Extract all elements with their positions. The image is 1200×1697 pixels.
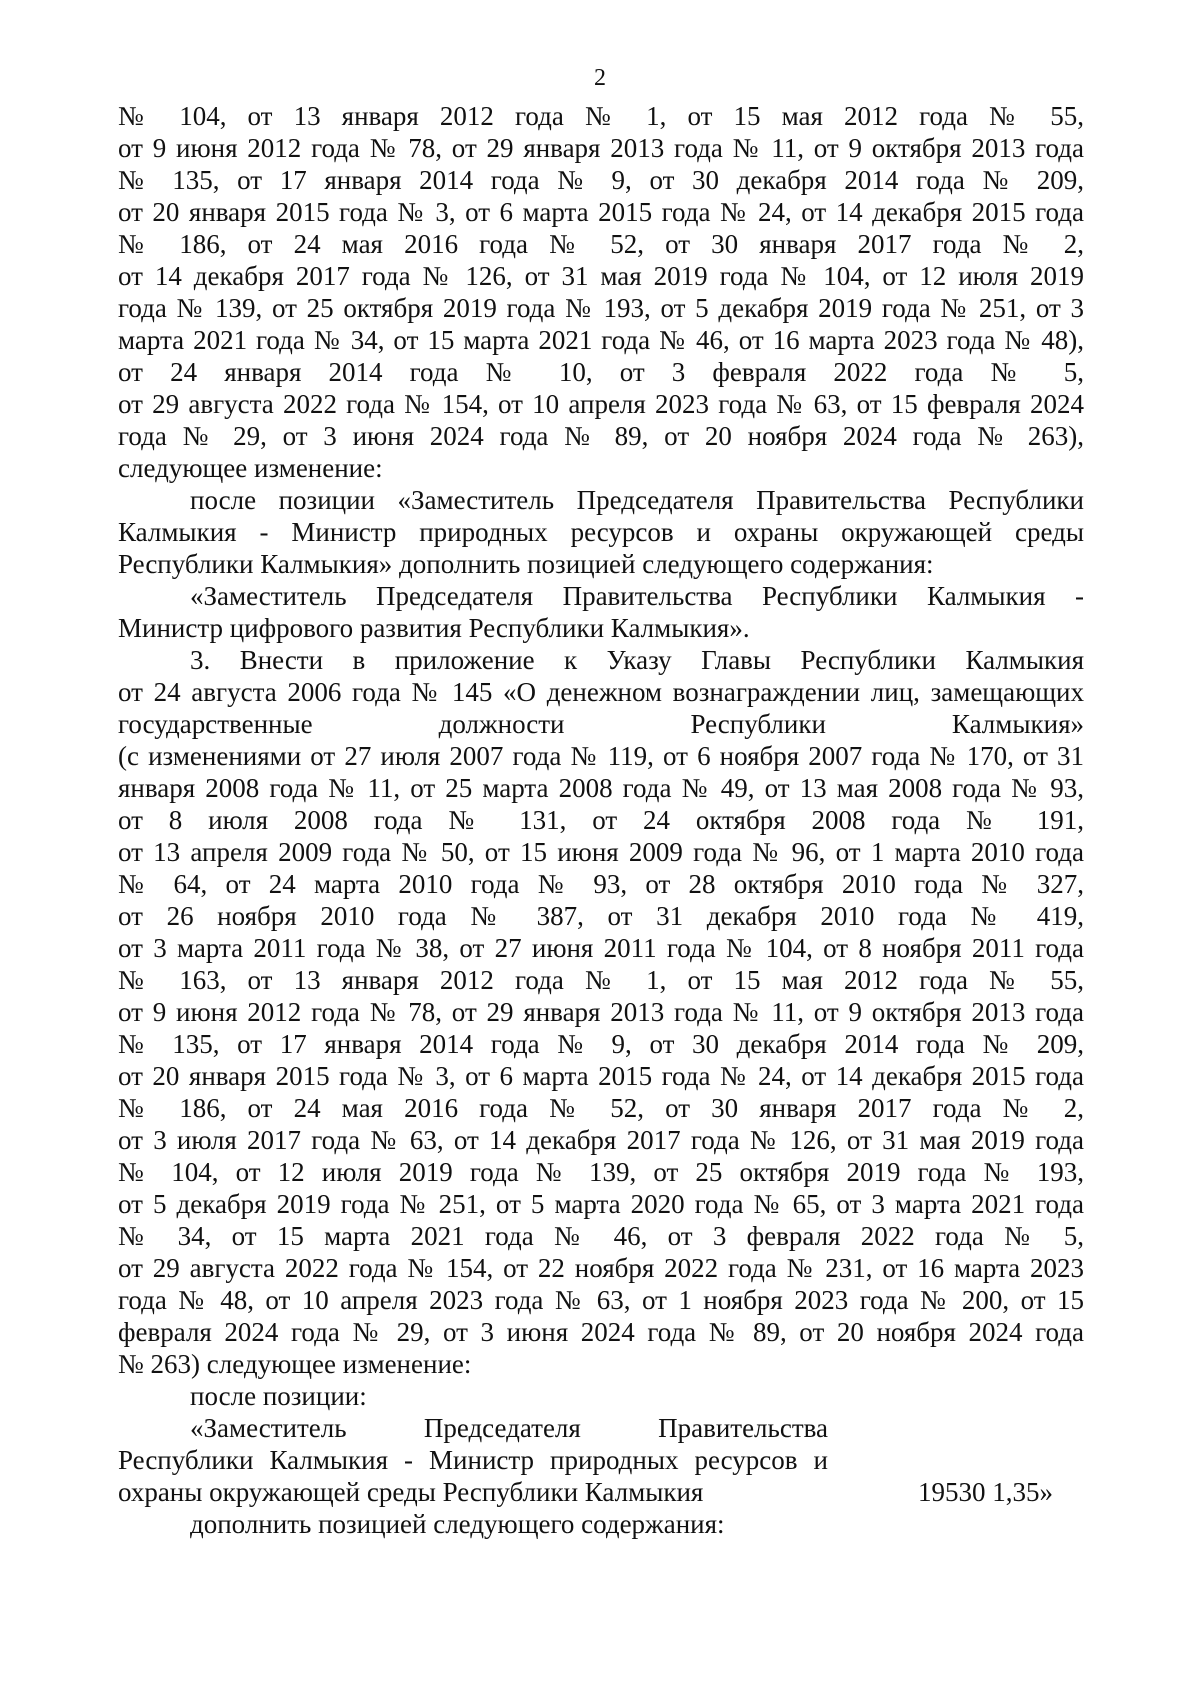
text-line: № 64, от 24 марта 2010 года № 93, от 28 октября 2010 года № 327,	[118, 869, 1084, 899]
paragraph-after-position	[118, 484, 1084, 580]
position-value-cell: 19530 1,35»	[918, 1477, 1053, 1507]
text-line: от 13 апреля 2009 года № 50, от 15 июня 2009 года № 96, от 1 марта 2010 года	[118, 837, 1084, 867]
text-line: № 104, от 12 июля 2019 года № 139, от 25 октября 2019 года № 193,	[118, 1157, 1084, 1187]
text-line: февраля 2024 года № 29, от 3 июня 2024 года № 89, от 20 ноября 2024 года	[118, 1317, 1084, 1347]
text-line: № 104, от 13 января 2012 года № 1, от 15 мая 2012 года № 55,	[118, 101, 1084, 131]
text-line: Министр цифрового развития Республики Калмыкия».	[118, 613, 750, 643]
text-line: № 186, от 24 мая 2016 года № 52, от 30 января 2017 года № 2,	[118, 1093, 1084, 1123]
text-line: от 24 августа 2006 года № 145 «О денежном вознаграждении лиц, замещающих	[118, 677, 1084, 707]
text-line: Калмыкия - Министр природных ресурсов и охраны окружающей среды	[118, 517, 1084, 547]
text-line: от 8 июля 2008 года № 131, от 24 октября 2008 года № 191,	[118, 805, 1084, 835]
text-line: от 29 августа 2022 года № 154, от 22 ноября 2022 года № 231, от 16 марта 2023	[118, 1253, 1084, 1283]
text-line: № 163, от 13 января 2012 года № 1, от 15 мая 2012 года № 55,	[118, 965, 1084, 995]
paragraph-after-position-label	[118, 1380, 1084, 1412]
text-line: (с изменениями от 27 июля 2007 года № 119, от 6 ноября 2007 года № 170, от 31	[118, 741, 1084, 771]
text-line: № 186, от 24 мая 2016 года № 52, от 30 января 2017 года № 2,	[118, 229, 1084, 259]
paragraph-item-3	[118, 644, 1084, 1380]
text-line: от 26 ноября 2010 года № 387, от 31 декабря 2010 года № 419,	[118, 901, 1084, 931]
text-line: Республики Калмыкия - Министр природных ресурсов и	[118, 1445, 828, 1475]
page-number: 2	[594, 65, 606, 91]
text-line: охраны окружающей среды Республики Калмыкия	[118, 1477, 704, 1507]
text-line: «Заместитель Председателя Правительства Республики Калмыкия -	[190, 581, 1084, 611]
text-line: от 5 декабря 2019 года № 251, от 5 марта 2020 года № 65, от 3 марта 2021 года	[118, 1189, 1084, 1219]
text-line: от 29 августа 2022 года № 154, от 10 апреля 2023 года № 63, от 15 февраля 2024	[118, 389, 1084, 419]
text-line: от 3 июля 2017 года № 63, от 14 декабря 2017 года № 126, от 31 мая 2019 года	[118, 1125, 1084, 1155]
text-line: № 34, от 15 марта 2021 года № 46, от 3 февраля 2022 года № 5,	[118, 1221, 1084, 1251]
text-line: от 9 июня 2012 года № 78, от 29 января 2013 года № 11, от 9 октября 2013 года	[118, 133, 1084, 163]
text-line: государственные должности Республики Калмыкия»	[118, 709, 1084, 739]
text-line: «Заместитель Председателя Правительства	[190, 1413, 828, 1443]
text-line: года № 48, от 10 апреля 2023 года № 63, от 1 ноября 2023 года № 200, от 15	[118, 1285, 1084, 1315]
text-line: № 263) следующее изменение:	[118, 1349, 472, 1379]
text-line: от 20 января 2015 года № 3, от 6 марта 2015 года № 24, от 14 декабря 2015 года	[118, 1061, 1084, 1091]
text-line: от 9 июня 2012 года № 78, от 29 января 2013 года № 11, от 9 октября 2013 года	[118, 997, 1084, 1027]
paragraph-new-position	[118, 580, 1084, 644]
text-line: января 2008 года № 11, от 25 марта 2008 года № 49, от 13 мая 2008 года № 93,	[118, 773, 1084, 803]
text-line: года № 139, от 25 октября 2019 года № 193, от 5 декабря 2019 года № 251, от 3	[118, 293, 1084, 323]
text-line: года № 29, от 3 июня 2024 года № 89, от 20 ноября 2024 года № 263),	[118, 421, 1084, 451]
paragraph-amendments-list-continued	[118, 100, 1084, 484]
text-line: дополнить позицией следующего содержания:	[190, 1509, 725, 1539]
text-line: от 14 декабря 2017 года № 126, от 31 мая 2019 года № 104, от 12 июля 2019	[118, 261, 1084, 291]
text-line: от 24 января 2014 года № 10, от 3 февраля 2022 года № 5,	[118, 357, 1084, 387]
text-line: от 20 января 2015 года № 3, от 6 марта 2015 года № 24, от 14 декабря 2015 года	[118, 197, 1084, 227]
text-line: 3. Внести в приложение к Указу Главы Республики Калмыкия	[190, 645, 1084, 675]
text-line: после позиции:	[190, 1381, 367, 1411]
paragraph-add-position	[118, 1508, 1084, 1540]
text-line: № 135, от 17 января 2014 года № 9, от 30 декабря 2014 года № 209,	[118, 1029, 1084, 1059]
text-line: после позиции «Заместитель Председателя Правительства Республики	[190, 485, 1084, 515]
text-line: № 135, от 17 января 2014 года № 9, от 30 декабря 2014 года № 209,	[118, 165, 1084, 195]
position-title-cell	[118, 1412, 828, 1508]
document-body	[118, 100, 1084, 1540]
position-table-row	[118, 1412, 1084, 1508]
text-line: следующее изменение:	[118, 453, 383, 483]
text-line: Республики Калмыкия» дополнить позицией следующего содержания:	[118, 549, 934, 579]
text-line: марта 2021 года № 34, от 15 марта 2021 года № 46, от 16 марта 2023 года № 48),	[118, 325, 1084, 355]
text-line: от 3 марта 2011 года № 38, от 27 июня 2011 года № 104, от 8 ноября 2011 года	[118, 933, 1084, 963]
